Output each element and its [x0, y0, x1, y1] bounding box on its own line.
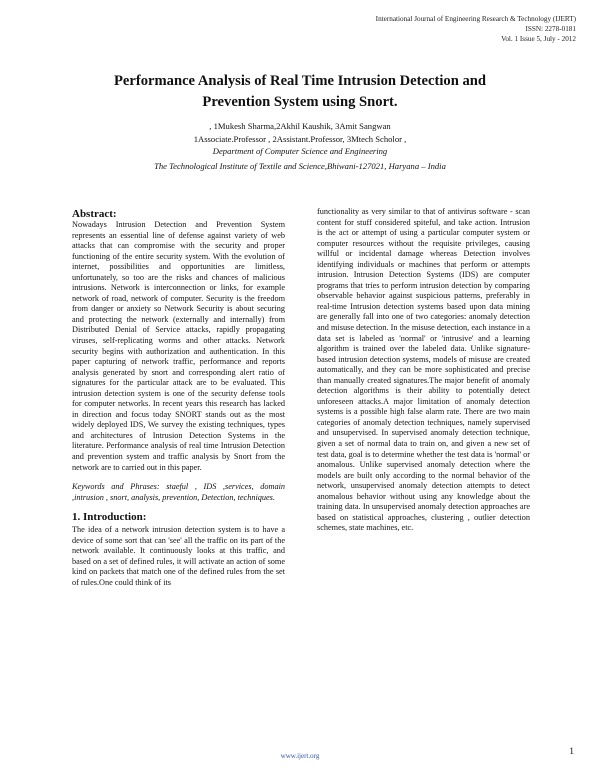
right-column	[317, 207, 530, 534]
author-block	[60, 120, 540, 145]
title-line-2: Prevention System using Snort.	[202, 94, 398, 110]
introduction-heading: 1. Introduction:	[72, 511, 147, 524]
paper-title	[60, 71, 540, 113]
journal-issn: ISSN: 2278-0181	[525, 25, 576, 33]
department: Department of Computer Science and Engineering	[212, 146, 388, 156]
institute: The Technological Institute of Textile and Science,Bhiwani-127021, Haryana – India	[154, 161, 446, 171]
abstract-heading: Abstract:	[72, 208, 117, 220]
left-column	[72, 208, 285, 589]
title-line-1: Performance Analysis of Real Time Intrusion Detection and	[114, 73, 486, 89]
introduction-text: The idea of a network intrusion detection system is to have a device of some sort that can 'see' all the traffic on its part of the network available. It continuously looks at this traffic, and based on a set of defined rules, it will activate an action of some kind on packets that match one of the defined rules from the set of rules.One could think of its	[72, 525, 285, 587]
author-names: , 1Mukesh Sharma,2Akhil Kaushik, 3Amit Sangwan	[209, 121, 391, 131]
journal-header	[376, 14, 576, 44]
footer-url[interactable]: www.ijert.org	[280, 752, 320, 760]
page-number: 1	[569, 747, 574, 757]
journal-volume: Vol. 1 Issue 5, July - 2012	[501, 35, 576, 43]
keywords: Keywords and Phrases: staeful , IDS ,services, domain ,intrusion , snort, analysis, prevention, Detection, techniques.	[72, 482, 285, 502]
right-column-text: functionality as very similar to that of antivirus software - scan content for stuff considered spiteful, and take action. Intrusion is the act or attempt of using a particular computer system or computer resources without the requisite privileges, causing willful or incidental damage whereas Detection involves identifying individuals or machines that perform or attempts intrusion. Intrusion Detection Systems (IDS) are computer programs that tries to perform intrusion detection by comparing observable behavior against suspicious patterns, preferably in real-time Intrusion detection systems based upon data mining are generally fall into one of two categories: anomaly detection and misuse detection. In the misuse detection, each instance in a data set is labeled as 'normal' or 'intrusive' and a learning algorithm is trained over the labeled data. Unlike signature-based intrusion detection systems, models of misuse are created automatically, and they can be more sophisticated and precise than manually created signatures.The major benefit of anomaly detection algorithms is their ability to potentially detect unforeseen attacks.A major limitation of anomaly detection systems is a possible high false alarm rate. There are two main categories of anomaly detection techniques, namely supervised and unsupervised. In supervised anomaly detection technique, given a set of normal data to train on, and given a new set of test data, goal is to determine whether the test data is 'normal' or anomalous. Unlike supervised anomaly detection where the models are built only according to the normal behavior of the network, unsupervised anomaly detection attempts to detect anomalous behavior without using any knowledge about the training data. In unsupervised anomaly detection approaches are based on statistical approaches, clustering , outlier detection schemes, state machines, etc.	[317, 207, 530, 533]
abstract-text: Nowadays Intrusion Detection and Prevention System represents an essential line of defense against variety of web attacks that can compromise with the security and proper functioning of the entire security system. With the evolution of internet, possibilities and opportunities are limitless, unfortunately, so too are the risks and chances of malicious intrusions. Network is interconnection or links, for example network of road, network of computer. Security is the freedom from danger or anxiety so Network Security is about securing and protecting the network (externally and internally) from Distributed Denial of Service attacks, rapidly propagating viruses, self-replicating worms and other attacks. Network security begins with authorization and authentication. In this paper capturing of network traffic, performance and reports analysis generated by snort and corresponding alert ratio of signatures for the particular attack are to be evaluated. This intrusion detection system is one of the security defense tools for computer networks. In recent years this research has lacked in direction and focus today SNORT stands out as the most widely deployed IDS, We survey the existing techniques, types and architectures of Intrusion Detection Systems in the literature. Performance analysis of real time Intrusion Detection and prevention system and traffic analysis by Snort from the network are to carried out in this paper.	[72, 220, 285, 472]
journal-name: International Journal of Engineering Research & Technology (IJERT)	[375, 15, 576, 23]
author-roles: 1Associate.Professor , 2Assistant.Professor, 3Mtech Scholor ,	[193, 133, 407, 144]
